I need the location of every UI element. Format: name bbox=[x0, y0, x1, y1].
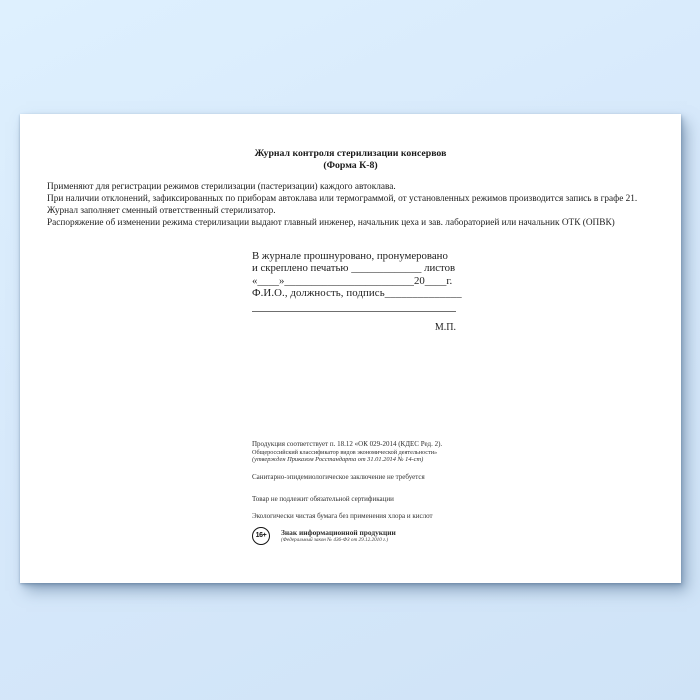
intro-line: Применяют для регистрации режимов стерилизации (пастеризации) каждого автоклава. bbox=[47, 182, 396, 192]
document-page bbox=[20, 114, 681, 583]
info-sign-law: (Федеральный закон № 436-ФЗ от 29.12.2010 г.) bbox=[281, 536, 389, 543]
form-title: Журнал контроля стерилизации консервов bbox=[254, 148, 447, 159]
form-title-block bbox=[20, 148, 681, 172]
intro-line: При наличии отклонений, зафиксированных по приборам автоклава или термограммой, от установленных режимов производится запись в графе 21. bbox=[47, 194, 638, 204]
sanitary-note: Санитарно-эпидемиологическое заключение не требуется bbox=[252, 472, 425, 481]
okved-note-line-2: Общероссийский классификатор видов экономической деятельности» bbox=[252, 448, 438, 456]
form-number: (Форма К-8) bbox=[323, 160, 378, 171]
binding-line-1: В журнале прошнуровано, пронумеровано bbox=[252, 250, 448, 262]
certification-note: Товар не подлежит обязательной сертификации bbox=[252, 494, 394, 503]
info-sign-title: Знак информационной продукции bbox=[281, 527, 396, 537]
binding-line-2: и скреплено печатью _____________ листов bbox=[252, 262, 456, 275]
signature-rule bbox=[252, 311, 456, 312]
okved-note-line-1: Продукция соответствует п. 18.12 «ОК 029-2014 (КДЕС Ред. 2). bbox=[252, 440, 443, 448]
imprint-block bbox=[252, 441, 442, 545]
intro-line: Распоряжение об изменении режима стерилизации выдают главный инженер, начальник цеха и зав. лабораторией или начальник ОТК (ОПВК) bbox=[47, 218, 615, 228]
binding-line-4: Ф.И.О., должность, подпись______________ bbox=[252, 287, 462, 300]
binding-line-3: «____»________________________20____г. bbox=[252, 274, 453, 287]
info-sign-text bbox=[281, 529, 396, 543]
age-16-badge-icon: 16+ bbox=[252, 527, 270, 545]
info-sign-row bbox=[252, 527, 442, 545]
binding-certification-block bbox=[252, 250, 462, 334]
okved-note-line-3: (утвержден Приказом Росстандарта от 31.01.2014 № 14-ст) bbox=[252, 456, 424, 463]
stamp-mark: М.П. bbox=[434, 321, 456, 333]
intro-line: Журнал заполняет сменный ответственный стерилизатор. bbox=[47, 206, 276, 216]
intro-paragraph bbox=[47, 181, 637, 229]
eco-note: Экологически чистая бумага без применения хлора и кислот bbox=[252, 511, 433, 520]
